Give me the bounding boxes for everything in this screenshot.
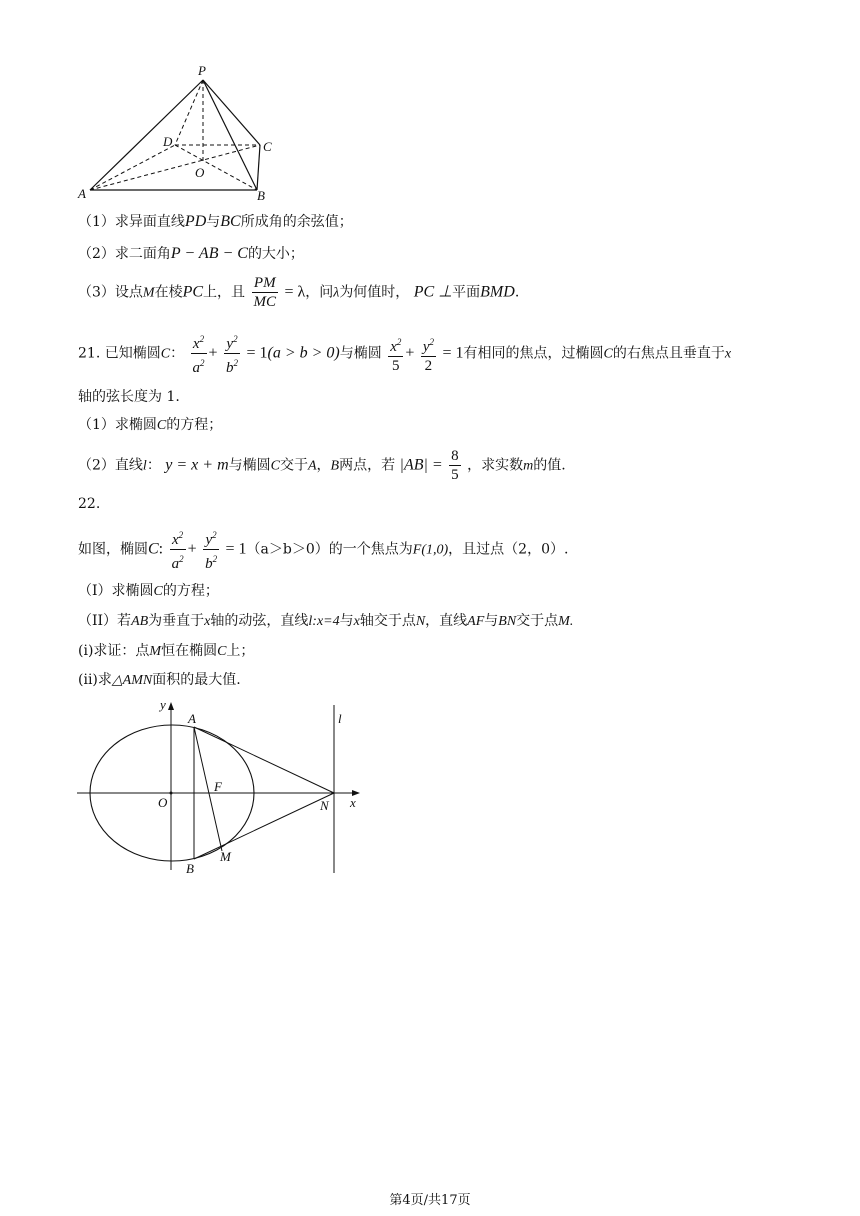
q22-number: 22. [78, 496, 101, 512]
label-x: x [350, 795, 356, 810]
fraction-pm-mc: $\frac{PM}{MC}$ [253, 275, 276, 310]
label-B: B [257, 188, 265, 203]
q22-stem: 如图，椭圆C: $\frac{x^2}{a^2}$ + $\frac{y^2}{b^2}$ = 1（a＞b＞0）的一个焦点为F(1,0)，且过点（2，0）. [78, 526, 568, 573]
label-y: y [160, 697, 166, 712]
label-O: O [195, 165, 205, 180]
q21-part2: （2）直线l： y = x + m与椭圆C交于A，B两点，若 |AB| = $\frac{8}{5}$ ，求实数m的值. [78, 448, 566, 483]
q20-part3: （3）设点M在棱PC上，且 $\frac{PM}{MC}$ = λ，问λ为何值时， PC ⊥平面BMD. [78, 275, 520, 310]
q20-part1: （1）求异面直线PD与BC所成角的余弦值； [78, 213, 353, 230]
label-M: M [220, 849, 231, 864]
q22-sub1: (i)求证：点M恒在椭圆C上； [78, 643, 255, 659]
q20-part2: （2）求二面角P − AB − C的大小； [78, 245, 304, 262]
q22-part2: （II）若AB为垂直于x轴的动弦，直线l:x=4与x轴交于点N，直线AF与BN交于点M. [78, 613, 574, 629]
q21-line2: 轴的弦长度为 1. [78, 389, 180, 405]
label-A: A [78, 186, 86, 201]
q21-stem: 21. 已知椭圆C： $\frac{x^2}{a^2}$ + $\frac{y^2}{b^2}$ = 1(a > b > 0)与椭圆 $\frac{x^2}{5}$ + $\frac{y^2}{2}$ = 1有相同的焦点，过椭圆C的右焦点且垂直于x [78, 330, 731, 377]
q21-part1: （1）求椭圆C的方程； [78, 417, 223, 433]
pyramid-figure [70, 60, 290, 205]
page-footer: 第4页/共17页 [389, 1193, 471, 1208]
q22-part1: （I）求椭圆C的方程； [78, 583, 219, 599]
label-l: l [338, 711, 342, 726]
label-D: D [163, 134, 173, 149]
label-O: O [158, 795, 168, 810]
q22-sub2: (ii)求△AMN面积的最大值. [78, 672, 241, 688]
label-B: B [186, 861, 194, 876]
label-C: C [263, 139, 272, 154]
label-P: P [198, 63, 206, 78]
label-F: F [214, 779, 222, 794]
ellipse-figure [72, 695, 372, 880]
label-N: N [320, 798, 329, 813]
label-A: A [188, 711, 196, 726]
